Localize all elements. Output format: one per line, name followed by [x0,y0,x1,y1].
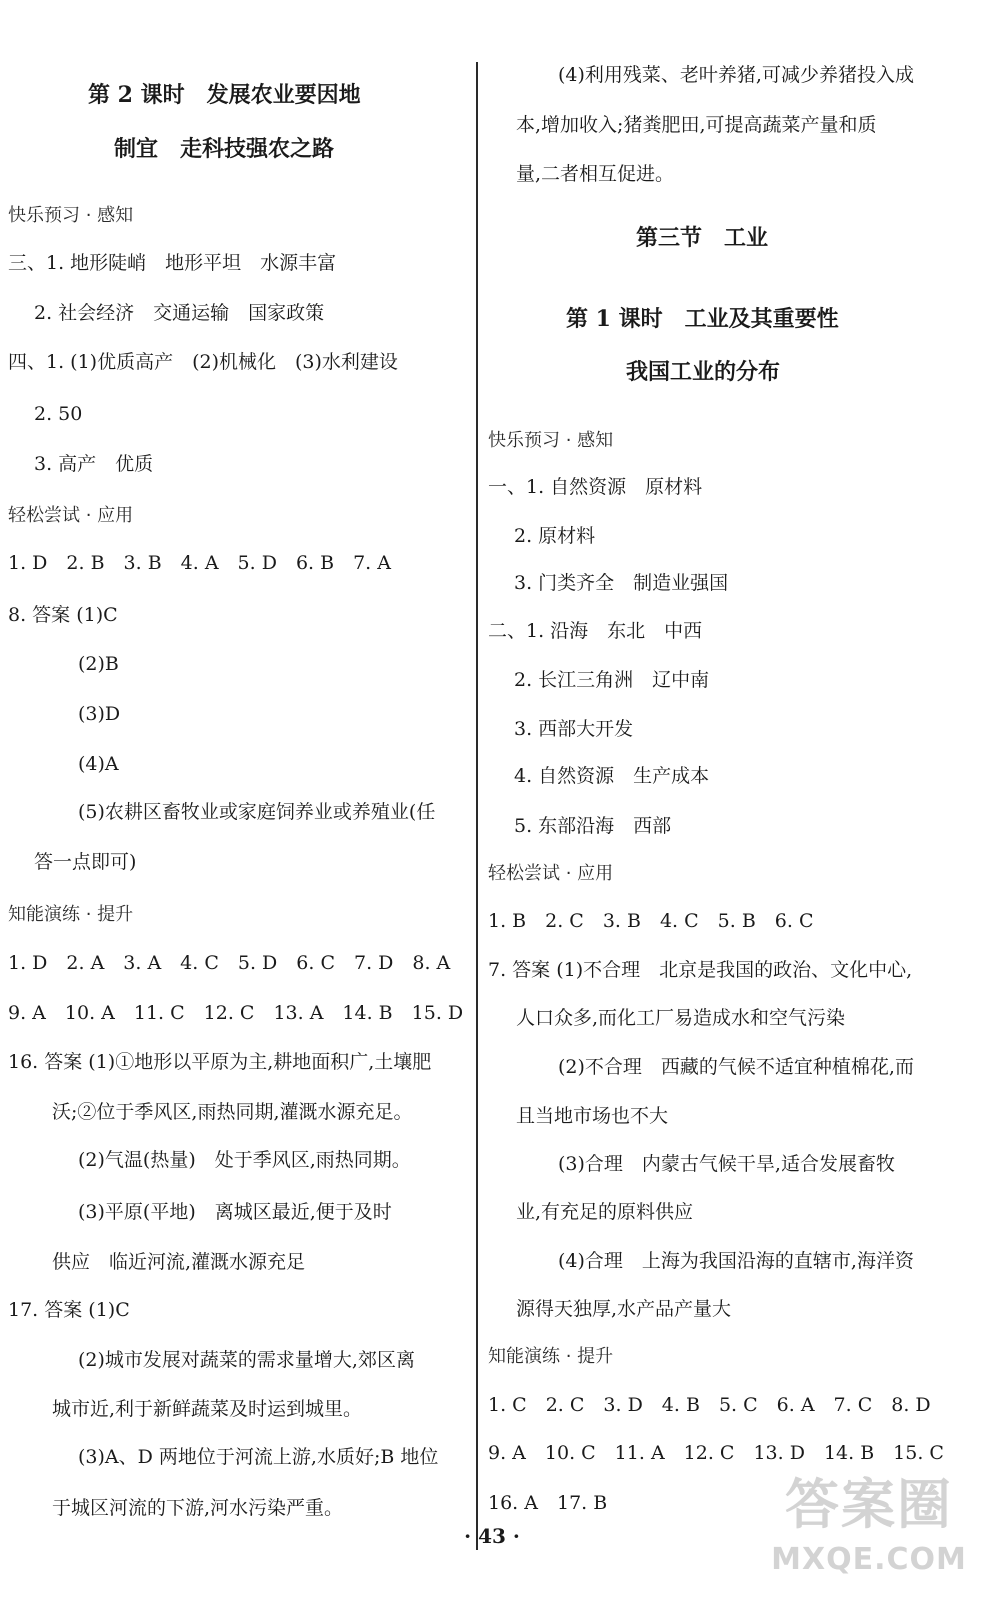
answer-line: (3)A、D 两地位于河流上游,水质好;B 地位 [78,1446,439,1468]
answer-line: 2. 长江三角洲 辽中南 [514,669,710,691]
answer-line: 业,有充足的原料供应 [516,1201,694,1223]
answer-line: (3)D [78,703,121,725]
answer-line: 四、1. (1)优质高产 (2)机械化 (3)水利建设 [8,351,398,373]
answer-line: (4)合理 上海为我国沿海的直辖市,海洋资 [558,1250,914,1272]
answer-line: 5. 东部沿海 西部 [514,815,672,837]
answer-line: (4)利用残菜、老叶养猪,可减少养猪投入成 [558,64,914,86]
answer-line: 3. 高产 优质 [34,453,154,475]
answer-line: 且当地市场也不大 [516,1105,669,1127]
answer-line: 答一点即可) [34,851,137,873]
answer-line: 17. 答案 (1)C [8,1299,130,1321]
answer-line: 8. 答案 (1)C [8,604,118,626]
answer-line: (2)B [78,653,119,675]
answer-line: (5)农耕区畜牧业或家庭饲养业或养殖业(任 [78,801,436,823]
answer-line: 2. 原材料 [514,525,596,547]
answer-line: 1. C 2. C 3. D 4. B 5. C 6. A 7. C 8. D [488,1394,931,1416]
section-label-try: 轻松尝试 · 应用 [488,863,614,884]
section-label-preview: 快乐预习 · 感知 [488,430,614,451]
answer-line: 16. A 17. B [488,1492,608,1514]
answer-line: 二、1. 沿海 东北 中西 [488,620,703,642]
answer-line: 量,二者相互促进。 [516,163,675,185]
answer-line: 7. 答案 (1)不合理 北京是我国的政治、文化中心, [488,959,913,981]
section-label-practice: 知能演练 · 提升 [8,904,134,925]
answer-line: 3. 门类齐全 制造业强国 [514,572,729,594]
lesson-title-line1: 第 2 课时 发展农业要因地 [88,82,361,108]
answer-line: 供应 临近河流,灌溉水源充足 [52,1251,306,1273]
answer-line: (2)不合理 西藏的气候不适宜种植棉花,而 [558,1056,914,1078]
page-number: · 43 · [464,1524,520,1548]
answer-line: 1. D 2. A 3. A 4. C 5. D 6. C 7. D 8. A [8,952,451,974]
section-label-try: 轻松尝试 · 应用 [8,505,134,526]
answer-line: 人口众多,而化工厂易造成水和空气污染 [516,1007,846,1029]
answer-line: 源得天独厚,水产品产量大 [516,1298,732,1320]
answer-line: 9. A 10. C 11. A 12. C 13. D 14. B 15. C [488,1442,944,1464]
lesson-title-line2: 我国工业的分布 [626,359,781,385]
answer-line: (4)A [78,753,119,775]
answer-line: 本,增加收入;猪粪肥田,可提高蔬菜产量和质 [516,114,877,136]
watermark-url: MXQE.COM [771,1542,967,1577]
section-label-preview: 快乐预习 · 感知 [8,205,134,226]
answer-line: 于城区河流的下游,河水污染严重。 [52,1497,344,1519]
lesson-title-line1: 第 1 课时 工业及其重要性 [566,306,839,332]
answer-line: 16. 答案 (1)①地形以平原为主,耕地面积广,土壤肥 [8,1051,432,1073]
answer-line: (2)气温(热量) 处于季风区,雨热同期。 [78,1149,411,1171]
answer-line: 三、1. 地形陡峭 地形平坦 水源丰富 [8,252,337,274]
watermark-text: 答案圈 [785,1473,953,1536]
answer-line: 4. 自然资源 生产成本 [514,765,710,787]
answer-line: 2. 社会经济 交通运输 国家政策 [34,302,325,324]
section-title: 第三节 工业 [636,225,769,251]
lesson-title-line2: 制宜 走科技强农之路 [114,136,335,162]
answer-line: 1. B 2. C 3. B 4. C 5. B 6. C [488,910,814,932]
section-label-practice: 知能演练 · 提升 [488,1346,614,1367]
answer-line: 一、1. 自然资源 原材料 [488,476,703,498]
answer-line: (2)城市发展对蔬菜的需求量增大,郊区离 [78,1349,415,1371]
answer-line: 沃;②位于季风区,雨热同期,灌溉水源充足。 [52,1101,413,1123]
answer-line: 1. D 2. B 3. B 4. A 5. D 6. B 7. A [8,552,391,574]
column-divider [476,62,478,1550]
answer-line: (3)平原(平地) 离城区最近,便于及时 [78,1201,392,1223]
answer-line: 9. A 10. A 11. C 12. C 13. A 14. B 15. D [8,1002,464,1024]
watermark-logo [760,1470,978,1594]
answer-line: 3. 西部大开发 [514,718,634,740]
answer-line: (3)合理 内蒙古气候干旱,适合发展畜牧 [558,1153,895,1175]
answer-line: 城市近,利于新鲜蔬菜及时运到城里。 [52,1398,363,1420]
answer-line: 2. 50 [34,403,83,425]
